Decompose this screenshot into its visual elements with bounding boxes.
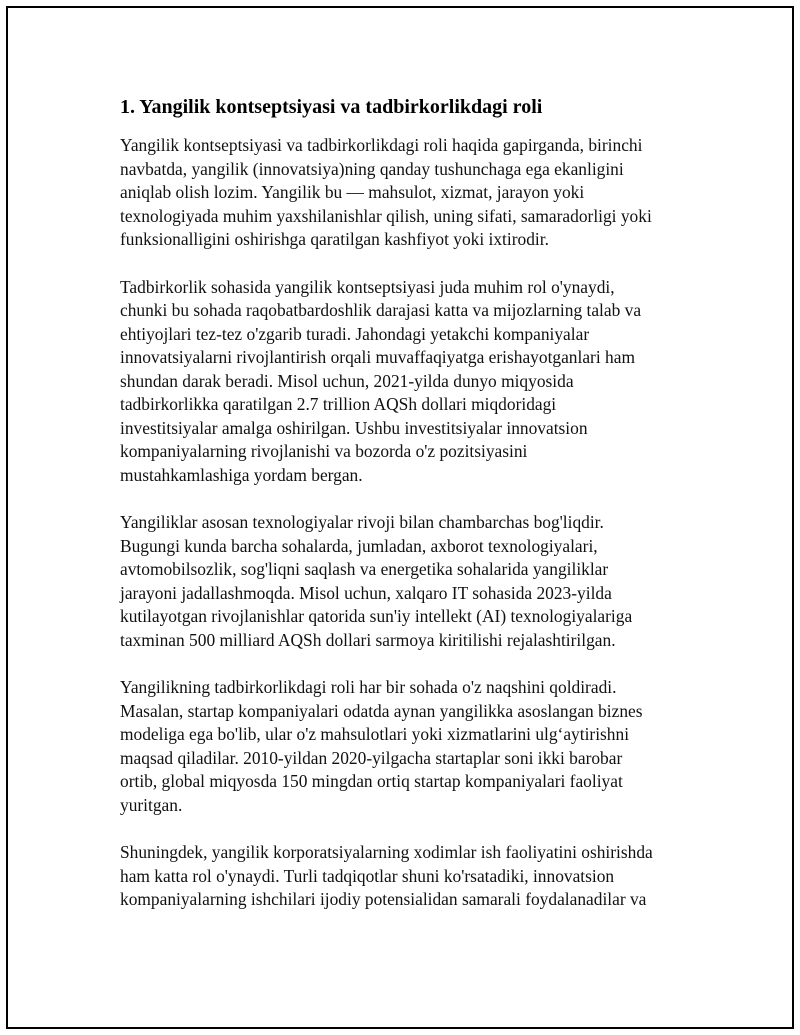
paragraph-line: ehtiyojlari tez-tez o'zgarib turadi. Jahondagi yetakchi kompaniyalar [120,323,590,344]
paragraph [120,134,700,252]
document-page [6,6,794,1029]
paragraph-line: aniqlab olish lozim. Yangilik bu — mahsulot, xizmat, jarayon yoki [120,182,585,202]
section-heading: 1. Yangilik kontseptsiyasi va tadbirkorlikdagi roli [120,96,543,118]
paragraph-line: innovatsiyalarni rivojlantirish orqali muvaffaqiyatga erishayotganlari ham [120,347,635,367]
paragraph-line: chunki bu sohada raqobatbardoshlik darajasi katta va mijozlarning talab va [120,300,642,320]
paragraph-line: Bugungi kunda barcha sohalarda, jumladan, axborot texnologiyalari, [120,535,598,556]
paragraph-line: kompaniyalarning ishchilari ijodiy potensialidan samarali foydalanadilar va [120,889,647,909]
paragraph-line: mustahkamlashiga yordam bergan. [120,464,363,485]
paragraph-line: shundan darak beradi. Misol uchun, 2021-yilda dunyo miqyosida [120,370,574,391]
paragraph-line: funksionalligini oshirishga qaratilgan kashfiyot yoki ixtirodir. [120,229,549,249]
paragraph-line: Yangiliklar asosan texnologiyalar rivoji bilan chambarchas bog'liqdir. [120,512,604,532]
paragraph-line: maqsad qiladilar. 2010-yildan 2020-yilgacha startaplar soni ikki barobar [120,747,623,768]
paragraph-line: navbatda, yangilik (innovatsiya)ning qanday tushunchaga ega ekanligini [120,158,624,179]
document-body [120,94,700,936]
paragraph-line: yuritgan. [120,794,183,815]
paragraph-line: taxminan 500 milliard AQSh dollari sarmoya kiritilishi rejalashtirilgan. [120,629,616,650]
paragraph-line: Masalan, startap kompaniyalari odatda aynan yangilikka asoslangan biznes [120,700,643,721]
paragraph [120,676,700,817]
paragraph [120,276,700,488]
paragraph-line: Tadbirkorlik sohasida yangilik kontseptsiyasi juda muhim rol o'ynaydi, [120,276,615,297]
paragraph-line: avtomobilsozlik, sog'liqni saqlash va energetika sohalarida yangiliklar [120,559,609,579]
paragraph-line: texnologiyada muhim yaxshilanishlar qilish, uning sifati, samaradorligi yoki [120,205,652,226]
paragraph-line: kompaniyalarning rivojlanishi va bozorda o'z pozitsiyasini [120,441,528,461]
paragraph-line: modeliga ega bo'lib, ular o'z mahsulotlari yoki xizmatlarini ulg‘aytirishni [120,724,630,744]
paragraph-line: investitsiyalar amalga oshirilgan. Ushbu investitsiyalar innovatsion [120,417,588,438]
paragraph-line: jarayoni jadallashmoqda. Misol uchun, xalqaro IT sohasida 2023-yilda [120,582,612,603]
paragraph-line: tadbirkorlikka qaratilgan 2.7 trillion AQSh dollari miqdoridagi [120,394,557,414]
paragraph [120,841,700,912]
paragraph [120,511,700,652]
paragraph-line: Yangilik kontseptsiyasi va tadbirkorlikdagi roli haqida gapirganda, birinchi [120,135,643,155]
paragraph-line: Yangilikning tadbirkorlikdagi roli har bir sohada o'z naqshini qoldiradi. [120,677,617,697]
paragraph-line: ham katta rol o'ynaydi. Turli tadqiqotlar shuni ko'rsatadiki, innovatsion [120,865,615,886]
paragraph-line: ortib, global miqyosda 150 mingdan ortiq startap kompaniyalari faoliyat [120,771,623,791]
paragraph-line: kutilayotgan rivojlanishlar qatorida sun'iy intellekt (AI) texnologiyalariga [120,606,633,626]
paragraph-container [120,134,700,912]
paragraph-line: Shuningdek, yangilik korporatsiyalarning xodimlar ish faoliyatini oshirishda [120,842,653,862]
